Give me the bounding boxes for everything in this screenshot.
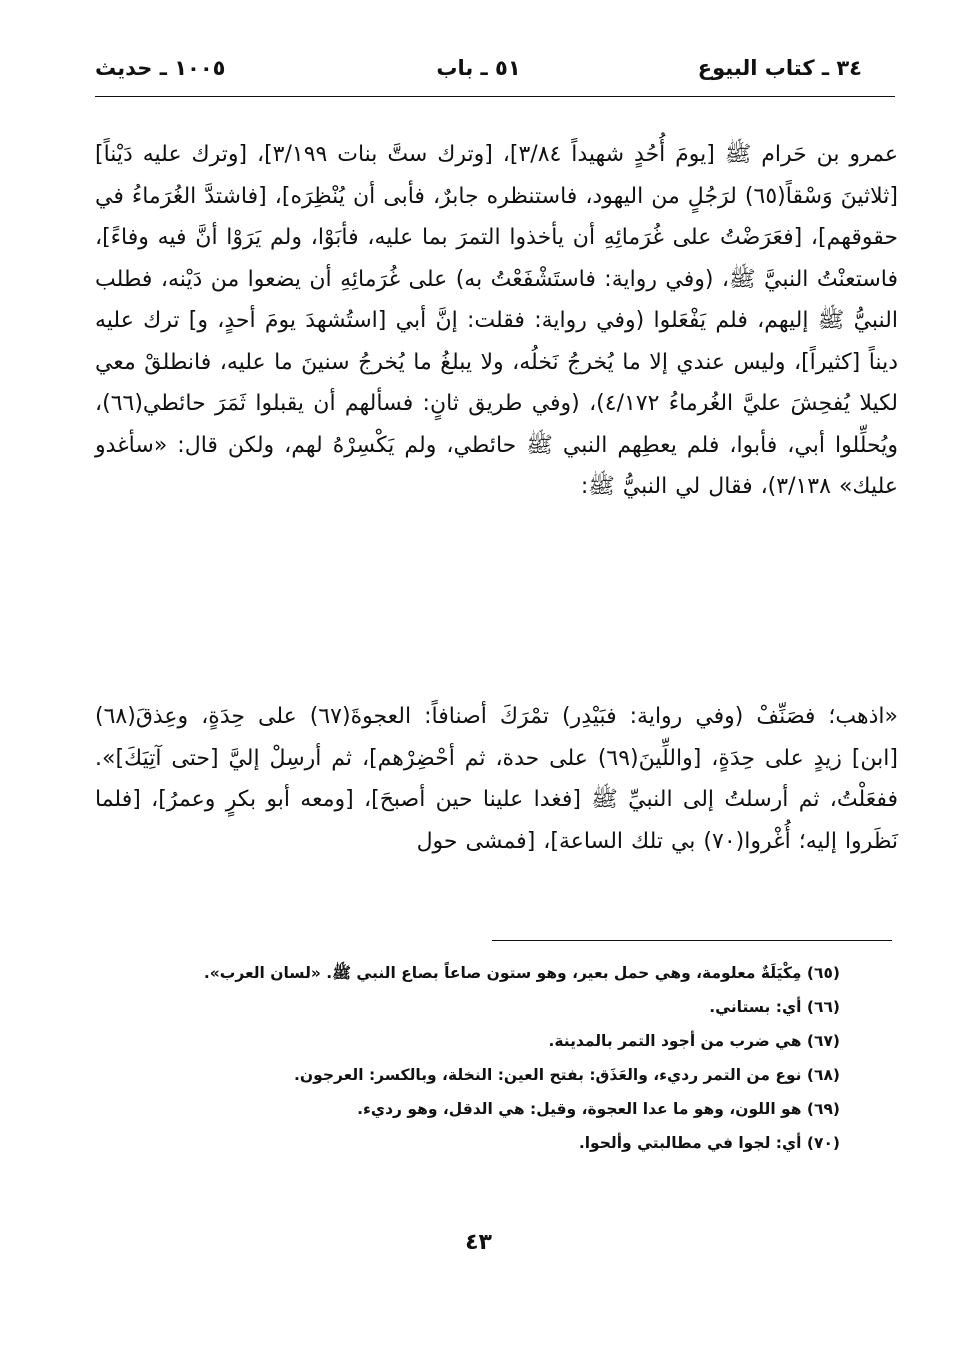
header-divider xyxy=(95,96,895,97)
header-section: ٥١ ـ باب xyxy=(436,56,521,80)
footnote-68: (٦٨) نوع من التمر رديء، والعَذَق: بفتح العين: النخلة، وبالكسر: العرجون. xyxy=(294,1066,840,1084)
footnotes xyxy=(130,956,840,1160)
footnote-70: (٧٠) أي: لجوا في مطالبتي وألحوا. xyxy=(578,1134,840,1152)
footnote-69: (٦٩) هو اللون، وهو ما عدا العجوة، وقيل: هي الدقل، وهو رديء. xyxy=(357,1100,840,1118)
page-number: ٤٣ xyxy=(465,1230,492,1255)
paragraph-text: «اذهب؛ فصَنِّفْ (وفي رواية: فبَيْدِر) تمْرَكَ أصنافاً: العجوةَ(٦٧) على حِدَةٍ، وعِذقَ(٦٨) [ابن] زيدٍ على حِدَةٍ، [واللِّينَ(٦٩) على حدة، ثم أحْضِرْهم]، ثم أرسِلْ إليَّ [حتى آتِيَكَ]». ففعَلْتُ، ثم أرسلتُ إلى النبيِّ ﷺ [فغدا علينا حين أصبحَ]، [ومعه أبو بكرٍ وعمرُ]، [فلما نَظَروا إليه؛ أُغْروا(٧٠) بي تلك الساعة]، [فمشى حول xyxy=(95,704,898,854)
footnote-divider xyxy=(492,940,892,941)
footnote-66: (٦٦) أي: بستاني. xyxy=(709,998,840,1016)
body-paragraph-1 xyxy=(95,134,898,508)
footnote-67: (٦٧) هي ضرب من أجود التمر بالمدينة. xyxy=(548,1032,840,1050)
footnote-65: (٦٥) مِكْيَلَةٌ معلومة، وهي حمل بعير، وهو ستون صاعاً بصاع النبي ﷺ. «لسان العرب». xyxy=(203,964,840,982)
header-hadith-number: ١٠٠٥ ـ حديث xyxy=(95,56,226,80)
header-book-chapter: ٣٤ ـ كتاب البيوع xyxy=(697,56,862,80)
running-header xyxy=(95,48,862,88)
paragraph-text: عمرو بن حَرام ﷺ [يومَ أُحُدٍ شهيداً ٣/٨٤]، [وترك ستَّ بنات ٣/١٩٩]، [وترك عليه دَيْناً] [ثلاثينَ وَسْقاً(٦٥) لرَجُلٍ من اليهود، فاستنظره جابرٌ، فأبى أن يُنْظِرَه]، [فاشتدَّ الغُرَماءُ في حقوقهم]، [فعَرَضْتُ على غُرَمائِهِ أن يأخذوا التمرَ بما عليه، فأبَوْا، ولم يَرَوْا أنَّ فيه وفاءً]، فاستعنْتُ النبيَّ ﷺ، (وفي رواية: فاستَشْفَعْتُ به) على غُرَمائِهِ أن يضعوا من دَيْنه، فطلب النبيُّ ﷺ إليهم، فلم يَفْعَلوا (وفي رواية: فقلت: إنَّ أبي [استُشهدَ يومَ أحدٍ، و] ترك عليه ديناً [كثيراً]، وليس عندي إلا ما يُخرجُ نَخلُه، ولا يبلغُ ما يُخرجُ سنينَ ما عليه، فانطلقْ معي لكيلا يُفحِشَ عليَّ الغُرماءُ ٤/١٧٢)، (وفي طريق ثانٍ: فسألهم أن يقبلوا ثَمَرَ حائطي(٦٦)، ويُحلِّلوا أبي، فأبوا، فلم يعطِهم النبي ﷺ حائطي، ولم يَكْسِرْهُ لهم، ولكن قال: «سأغدو عليك» ٣/١٣٨)، فقال لي النبيُّ ﷺ: xyxy=(95,142,899,499)
body-paragraph-2 xyxy=(95,696,898,862)
